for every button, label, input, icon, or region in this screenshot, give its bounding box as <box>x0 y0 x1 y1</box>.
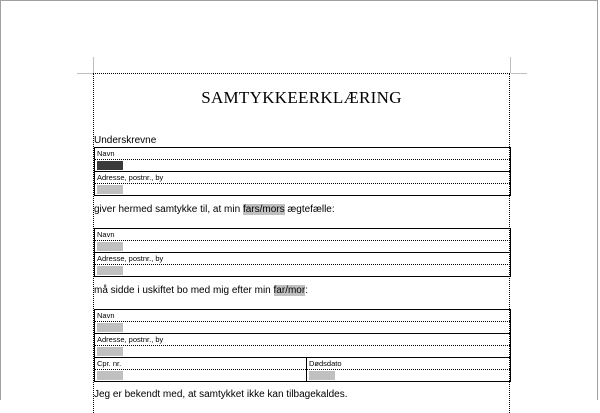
field-label: Adresse, postnr., by <box>95 333 510 346</box>
spouse-name-input[interactable] <box>97 242 123 251</box>
field-label: Adresse, postnr., by <box>95 252 510 265</box>
field-label: Adresse, postnr., by <box>95 171 510 184</box>
deceased-address-input[interactable] <box>97 347 123 356</box>
sentence-text: må sidde i uskiftet bo med mig efter min <box>94 285 274 296</box>
document-title: SAMTYKKEERKLÆRING <box>201 88 402 107</box>
field-label: Navn <box>95 148 510 160</box>
margin-corner-mark <box>77 73 93 74</box>
far-mor-field[interactable]: far/mor <box>273 285 306 296</box>
spouse-table <box>94 228 511 277</box>
consent-sentence <box>94 204 335 215</box>
signer-table <box>94 147 511 196</box>
deceased-table <box>94 309 511 382</box>
fars-mors-field[interactable]: fars/mors <box>242 204 285 215</box>
spouse-address-input[interactable] <box>97 266 123 275</box>
margin-corner-mark <box>511 73 527 74</box>
field-label: Dødsdato <box>307 357 510 370</box>
sentence-text: ægtefælle: <box>284 204 335 215</box>
sentence-text: giver hermed samtykke til, at min <box>94 204 243 215</box>
margin-corner-mark <box>93 57 94 73</box>
intro-text: Underskrevne <box>94 135 157 146</box>
closing-text: Jeg er bekendt med, at samtykket ikke kan tilbagekaldes. <box>94 389 348 400</box>
death-date-input[interactable] <box>309 371 335 380</box>
deceased-name-input[interactable] <box>97 323 123 332</box>
margin-corner-mark <box>510 57 511 73</box>
field-label: Navn <box>95 229 510 241</box>
name-input[interactable] <box>97 161 123 170</box>
field-label: Cpr. nr. <box>95 357 306 370</box>
sentence-text: : <box>305 285 308 296</box>
address-input[interactable] <box>97 185 123 194</box>
estate-sentence <box>94 285 308 296</box>
cpr-input[interactable] <box>97 371 123 380</box>
field-label: Navn <box>95 310 510 322</box>
